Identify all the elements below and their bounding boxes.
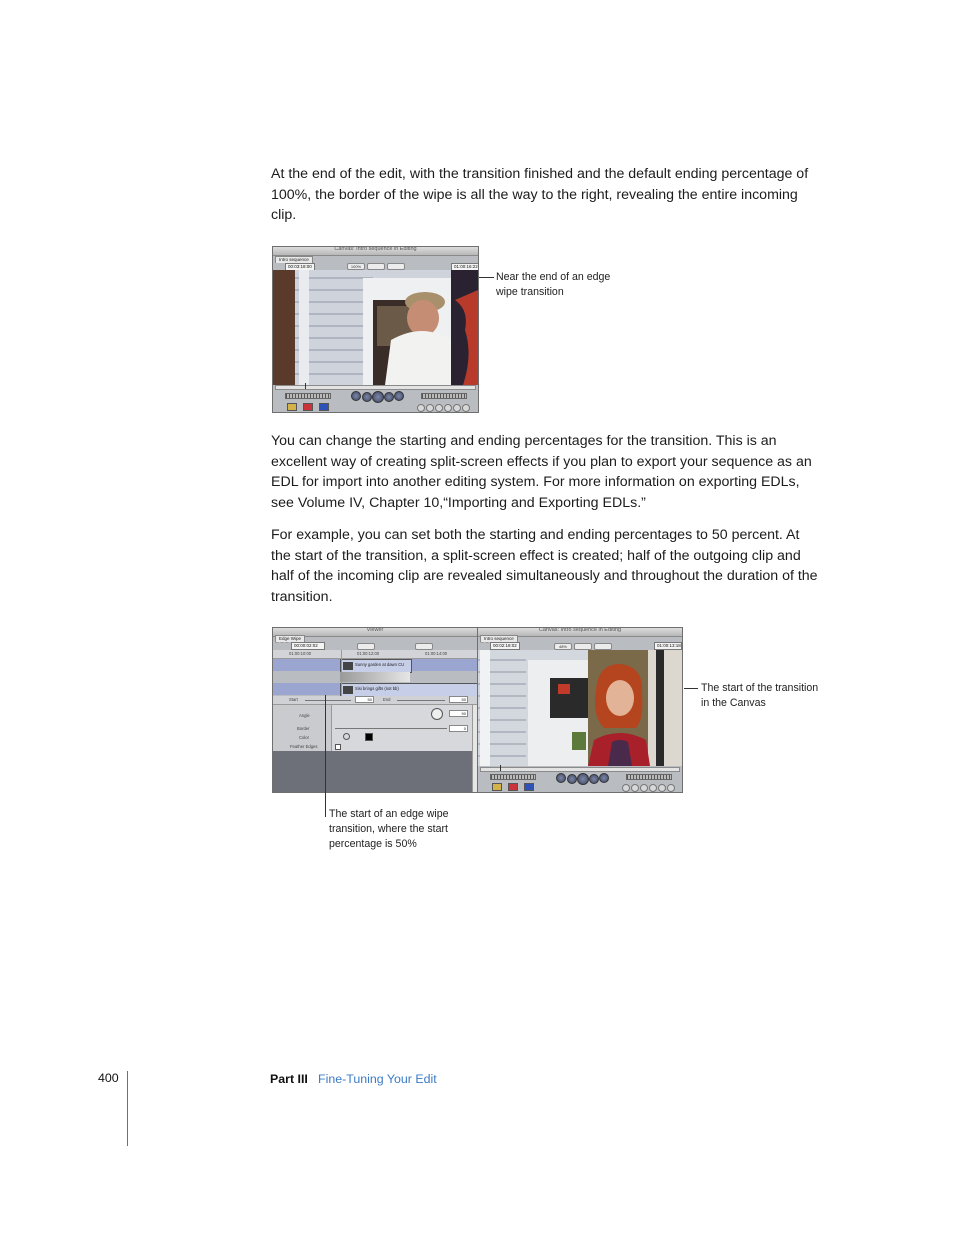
overwrite-edit-icon[interactable] xyxy=(303,403,313,411)
tab-intro-sequence[interactable]: Intro sequence xyxy=(275,256,313,263)
go-prev-edit-button[interactable] xyxy=(351,391,361,401)
viewer-window-title: Viewer xyxy=(366,627,384,633)
footer-part: Part III xyxy=(270,1072,308,1086)
ruler-tick-1: 01:00:10:00 xyxy=(289,651,312,656)
clip-incoming[interactable] xyxy=(340,683,478,697)
start-value-field[interactable]: 50 xyxy=(355,696,374,703)
canvas-video-frame xyxy=(273,270,478,385)
callout-line-fig1 xyxy=(479,277,494,278)
mark-out-button[interactable] xyxy=(462,404,470,412)
replace-edit-icon[interactable] xyxy=(524,783,534,791)
footer-chapter-title: Fine-Tuning Your Edit xyxy=(318,1072,437,1086)
jog-control[interactable] xyxy=(626,774,672,780)
mark-out-button[interactable] xyxy=(667,784,675,792)
param-border-label: Border xyxy=(297,726,310,731)
start-label: Start xyxy=(289,697,298,702)
go-prev-edit-button[interactable] xyxy=(556,773,566,783)
paragraph-1: At the end of the edit, with the transition finished and the default ending percentage of 100%, the border of the wipe is all the way to the right, revealing the entire incoming clip. xyxy=(271,166,809,223)
ruler-tick-3: 01:00:14:00 xyxy=(425,651,448,656)
jog-control[interactable] xyxy=(421,393,467,399)
color-picker-icon[interactable] xyxy=(343,733,350,740)
play-in-out-button[interactable] xyxy=(567,774,577,784)
color-swatch[interactable] xyxy=(365,733,373,741)
params-empty-area xyxy=(273,751,473,792)
end-value-field[interactable]: 50 xyxy=(449,696,468,703)
param-angle-label: Angle xyxy=(299,713,310,718)
insert-edit-icon[interactable] xyxy=(492,783,502,791)
paragraph-2: You can change the starting and ending percentages for the transition. This is an excellent way of creating split-screen effects if you plan to export your sequence as an EDL for import into another editing system. For more information on exporting EDLs, see Volume IV, Chapter 10,“Importing and Exporting EDLs.” xyxy=(271,433,812,511)
mark-in-button[interactable] xyxy=(658,784,666,792)
overlay-popup[interactable] xyxy=(387,263,405,270)
canvas-window xyxy=(477,627,683,793)
insert-edit-icon[interactable] xyxy=(287,403,297,411)
mark-clip-button[interactable] xyxy=(631,784,639,792)
timecode-duration[interactable]: 00:03:18:00 xyxy=(285,263,315,271)
add-marker-button[interactable] xyxy=(444,404,452,412)
canvas-window-title: Canvas: Intro sequence in Editing xyxy=(538,627,622,633)
angle-dial[interactable] xyxy=(431,708,443,720)
end-label: End xyxy=(383,697,391,702)
border-value-field[interactable]: 0 xyxy=(449,725,468,732)
param-color-label: Color xyxy=(299,735,310,740)
keyframe-popup[interactable] xyxy=(415,643,433,650)
footer-rule xyxy=(127,1071,128,1146)
angle-value-field[interactable]: 90 xyxy=(449,710,468,717)
timeline-ruler xyxy=(273,650,477,659)
tab-intro-sequence[interactable]: Intro sequence xyxy=(480,635,518,642)
clip-thumbnail xyxy=(343,662,353,670)
viewer-window xyxy=(272,627,478,793)
replace-edit-icon[interactable] xyxy=(319,403,329,411)
play-around-button[interactable] xyxy=(589,774,599,784)
play-button[interactable] xyxy=(577,773,589,785)
end-slider[interactable] xyxy=(397,700,445,701)
match-frame-button[interactable] xyxy=(622,784,630,792)
canvas-current-timecode[interactable]: 01:00:13:18 xyxy=(654,642,682,650)
view-popup[interactable] xyxy=(367,263,385,270)
match-frame-button[interactable] xyxy=(417,404,425,412)
clip-outgoing-label: Sunny garden at dawn CU xyxy=(355,662,405,667)
mark-clip-button[interactable] xyxy=(426,404,434,412)
page-number: 400 xyxy=(98,1071,119,1085)
callout-line-fig2-right xyxy=(684,688,698,689)
playhead[interactable] xyxy=(500,765,501,771)
ruler-tick-2: 01:00:12:00 xyxy=(357,651,380,656)
mark-in-button[interactable] xyxy=(453,404,461,412)
params-panel xyxy=(273,705,473,751)
caption-fig2-right: The start of the transition in the Canvas xyxy=(701,682,819,709)
feather-checkbox[interactable] xyxy=(335,744,341,750)
timecode-current[interactable]: 01:00:16:22 xyxy=(451,263,479,271)
tab-edge-wipe[interactable]: Edge Wipe xyxy=(275,635,305,642)
window-titlebar xyxy=(273,247,478,256)
caption-fig1: Near the end of an edge wipe transition xyxy=(496,271,611,298)
caption-fig2-bottom: The start of an edge wipe transition, where the start percentage is 50% xyxy=(329,808,449,850)
scrubber-bar[interactable] xyxy=(480,767,680,772)
go-next-edit-button[interactable] xyxy=(599,773,609,783)
canvas-screenshot xyxy=(272,246,479,413)
overwrite-edit-icon[interactable] xyxy=(508,783,518,791)
clip-outgoing[interactable] xyxy=(340,659,412,673)
add-keyframe-button[interactable] xyxy=(435,404,443,412)
clip-incoming-label: Sisi brings gifts (not bb) xyxy=(355,686,399,691)
transition-area[interactable] xyxy=(340,672,410,682)
start-end-row xyxy=(273,696,477,705)
window-title: Canvas: Intro sequence in Editing xyxy=(334,246,417,252)
go-next-edit-button[interactable] xyxy=(394,391,404,401)
start-slider[interactable] xyxy=(305,700,351,701)
paragraph-3: For example, you can set both the starting and ending percentages to 50 percent. At the start of the transition, a split-screen effect is created; half of the outgoing clip and half of the incoming clip are revealed simultaneously and throughout the duration of the transition. xyxy=(271,527,818,605)
border-slider[interactable] xyxy=(335,728,447,729)
play-around-button[interactable] xyxy=(384,392,394,402)
play-button[interactable] xyxy=(372,391,384,403)
viewer-playhead[interactable] xyxy=(341,650,342,696)
clip-thumbnail xyxy=(343,686,353,694)
zoom-popup[interactable]: 100% xyxy=(347,263,365,270)
add-keyframe-button[interactable] xyxy=(640,784,648,792)
shuttle-control[interactable] xyxy=(285,393,331,399)
shuttle-control[interactable] xyxy=(490,774,536,780)
viewer-timecode[interactable]: 00:00:02:02 xyxy=(291,642,325,650)
play-in-out-button[interactable] xyxy=(362,392,372,402)
view-popup[interactable] xyxy=(574,643,592,650)
callout-line-fig2-bottom xyxy=(325,695,326,817)
overlay-popup[interactable] xyxy=(594,643,612,650)
viewer-canvas-screenshot xyxy=(272,627,683,793)
add-marker-button[interactable] xyxy=(649,784,657,792)
canvas-video-split xyxy=(478,650,682,766)
canvas-duration[interactable]: 00:02:18:02 xyxy=(490,642,520,650)
zoom-popup[interactable]: 48% xyxy=(554,643,572,650)
playhead[interactable] xyxy=(305,383,306,389)
effect-popup[interactable] xyxy=(357,643,375,650)
param-feather-label: Feather Edges xyxy=(290,744,318,749)
